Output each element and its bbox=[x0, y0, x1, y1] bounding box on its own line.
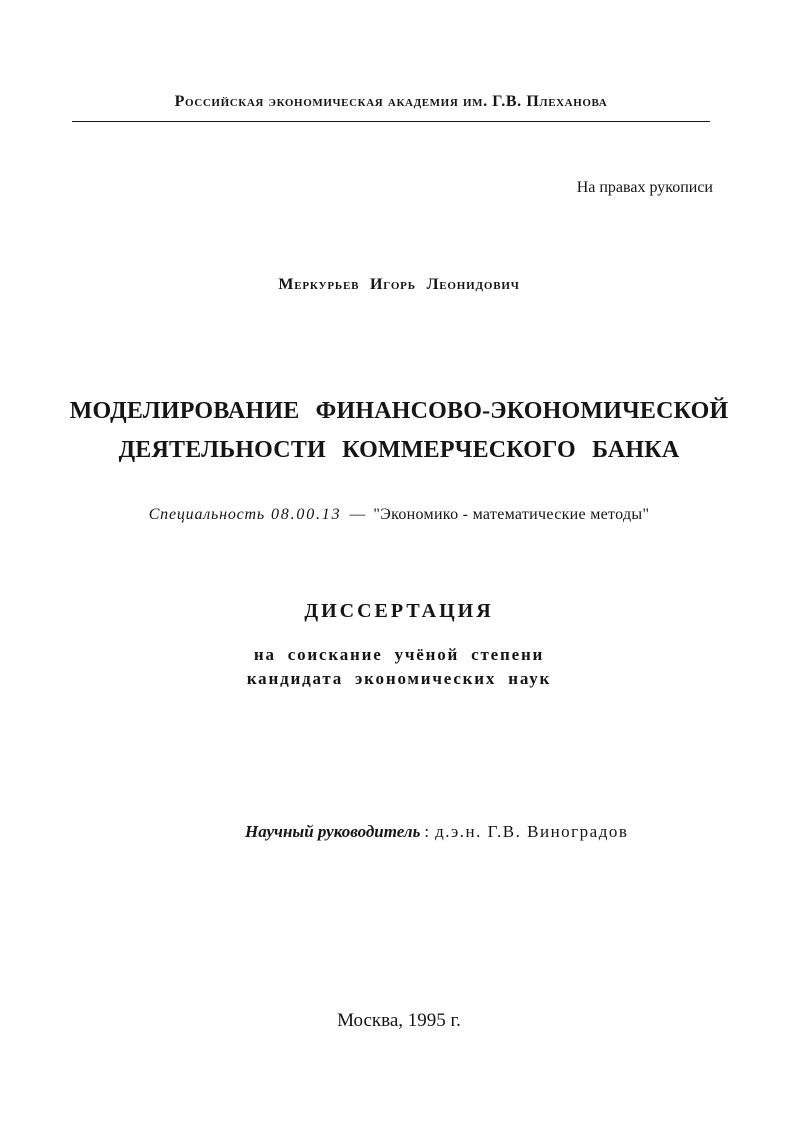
city-year: Москва, 1995 г. bbox=[337, 1010, 461, 1031]
author-surname: Меркурьев bbox=[278, 276, 360, 293]
header-rule bbox=[72, 121, 710, 122]
specialty-name: "Экономико - математические методы" bbox=[373, 506, 650, 523]
scientific-advisor bbox=[245, 822, 628, 842]
institution-name: Российская экономическая академия им. Г.В. Плеханова bbox=[174, 93, 608, 110]
advisor-name: д.э.н. Г.В. Виноградов bbox=[435, 822, 629, 841]
specialty-label: Специальность bbox=[148, 506, 265, 523]
specialty-dash: — bbox=[349, 506, 366, 523]
title-word: ФИНАНСОВО-ЭКОНОМИЧЕСКОЙ bbox=[315, 398, 729, 424]
author-first-name: Игорь bbox=[370, 276, 416, 293]
title-word: БАНКА bbox=[592, 437, 680, 463]
advisor-label: Научный руководитель bbox=[245, 822, 421, 841]
advisor-colon: : bbox=[424, 822, 430, 841]
manuscript-note: На правах рукописи bbox=[576, 179, 713, 196]
author-patronymic: Леонидович bbox=[426, 276, 520, 293]
dissertation-title-line-2 bbox=[0, 437, 798, 464]
degree-line-2: кандидата экономических наук bbox=[246, 669, 552, 688]
title-word: КОММЕРЧЕСКОГО bbox=[342, 437, 576, 463]
title-word: МОДЕЛИРОВАНИЕ bbox=[69, 398, 300, 424]
title-word: ДЕЯТЕЛЬНОСТИ bbox=[118, 437, 326, 463]
degree-line-1: на соискание учёной степени bbox=[253, 645, 545, 664]
specialty-line bbox=[0, 506, 798, 524]
author-name bbox=[0, 276, 798, 294]
specialty-code: 08.00.13 bbox=[271, 506, 342, 523]
dissertation-heading: ДИССЕРТАЦИЯ bbox=[304, 600, 494, 622]
dissertation-title-line-1 bbox=[0, 398, 798, 425]
